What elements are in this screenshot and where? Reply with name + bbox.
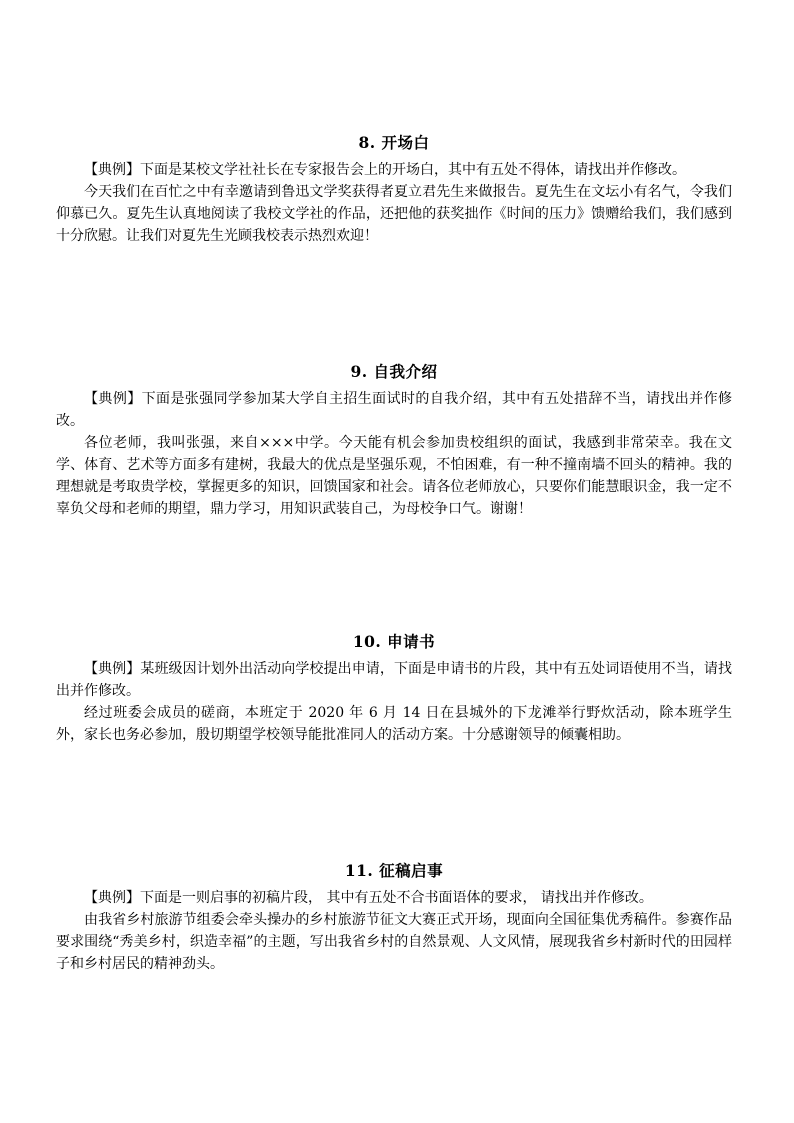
section-title: 8. 开场白 <box>358 133 430 152</box>
section-title: 11. 征稿启事 <box>344 861 444 880</box>
prompt-text: 下面是张强同学参加某大学自主招生面试时的自我介绍，其中有五处措辞不当，请找出并作修改。 <box>56 391 733 429</box>
prompt-paragraph <box>56 658 732 702</box>
prompt-text: 下面是某校文学社社长在专家报告会上的开场白，其中有五处不得体，请找出并作修改。 <box>140 162 686 178</box>
prompt-text: 下面是一则启事的初稿片段， 其中有五处不合书面语体的要求， 请找出并作修改。 <box>140 890 653 906</box>
body-paragraph: 各位老师，我叫张强，来自×××中学。今天能有机会参加贵校组织的面试，我感到非常荣幸。我在文学、体育、艺术等方面多有建树，我最大的优点是坚强乐观，不怕困难，有一种不撞南墙不回头的精神。我的理想就是考取贵学校，掌握更多的知识，回馈国家和社会。请各位老师放心，只要你们能慧眼识金，我一定不辜负父母和老师的期望，鼎力学习，用知识武装自己，为母校争口气。谢谢！ <box>56 435 732 517</box>
prompt-paragraph <box>56 159 732 181</box>
example-label: 【典例】 <box>84 890 140 906</box>
example-label: 【典例】 <box>84 391 142 407</box>
body-paragraph: 今天我们在百忙之中有幸邀请到鲁迅文学奖获得者夏立君先生来做报告。夏先生在文坛小有名气，令我们仰慕已久。夏先生认真地阅读了我校文学社的作品，还把他的获奖拙作《时间的压力》馈赠给我们，我们感到十分欣慰。让我们对夏先生光顾我校表示热烈欢迎！ <box>56 184 732 244</box>
prompt-paragraph <box>56 388 732 432</box>
section-application-letter <box>56 632 732 746</box>
example-label: 【典例】 <box>84 661 141 677</box>
section-self-introduction <box>56 362 732 520</box>
section-title: 9. 自我介绍 <box>350 362 438 381</box>
prompt-text: 某班级因计划外出活动向学校提出申请，下面是申请书的片段，其中有五处词语使用不当，请找出并作修改。 <box>56 661 733 699</box>
section-opening-remarks <box>56 133 732 247</box>
prompt-paragraph <box>56 887 732 909</box>
section-title: 10. 申请书 <box>352 632 436 651</box>
example-label: 【典例】 <box>84 162 140 178</box>
section-call-for-papers <box>56 861 732 975</box>
body-paragraph: 由我省乡村旅游节组委会牵头操办的乡村旅游节征文大赛正式开场，现面向全国征集优秀稿件。参赛作品要求围绕“秀美乡村，织造幸福”的主题，写出我省乡村的自然景观、人文风情，展现我省乡村新时代的田园样子和乡村居民的精神劲头。 <box>56 912 732 972</box>
body-paragraph: 经过班委会成员的磋商，本班定于 2020 年 6 月 14 日在县城外的下龙滩举行野炊活动，除本班学生外，家长也务必参加，殷切期望学校领导能批准同人的活动方案。十分感谢领导的倾囊相助。 <box>56 705 732 743</box>
